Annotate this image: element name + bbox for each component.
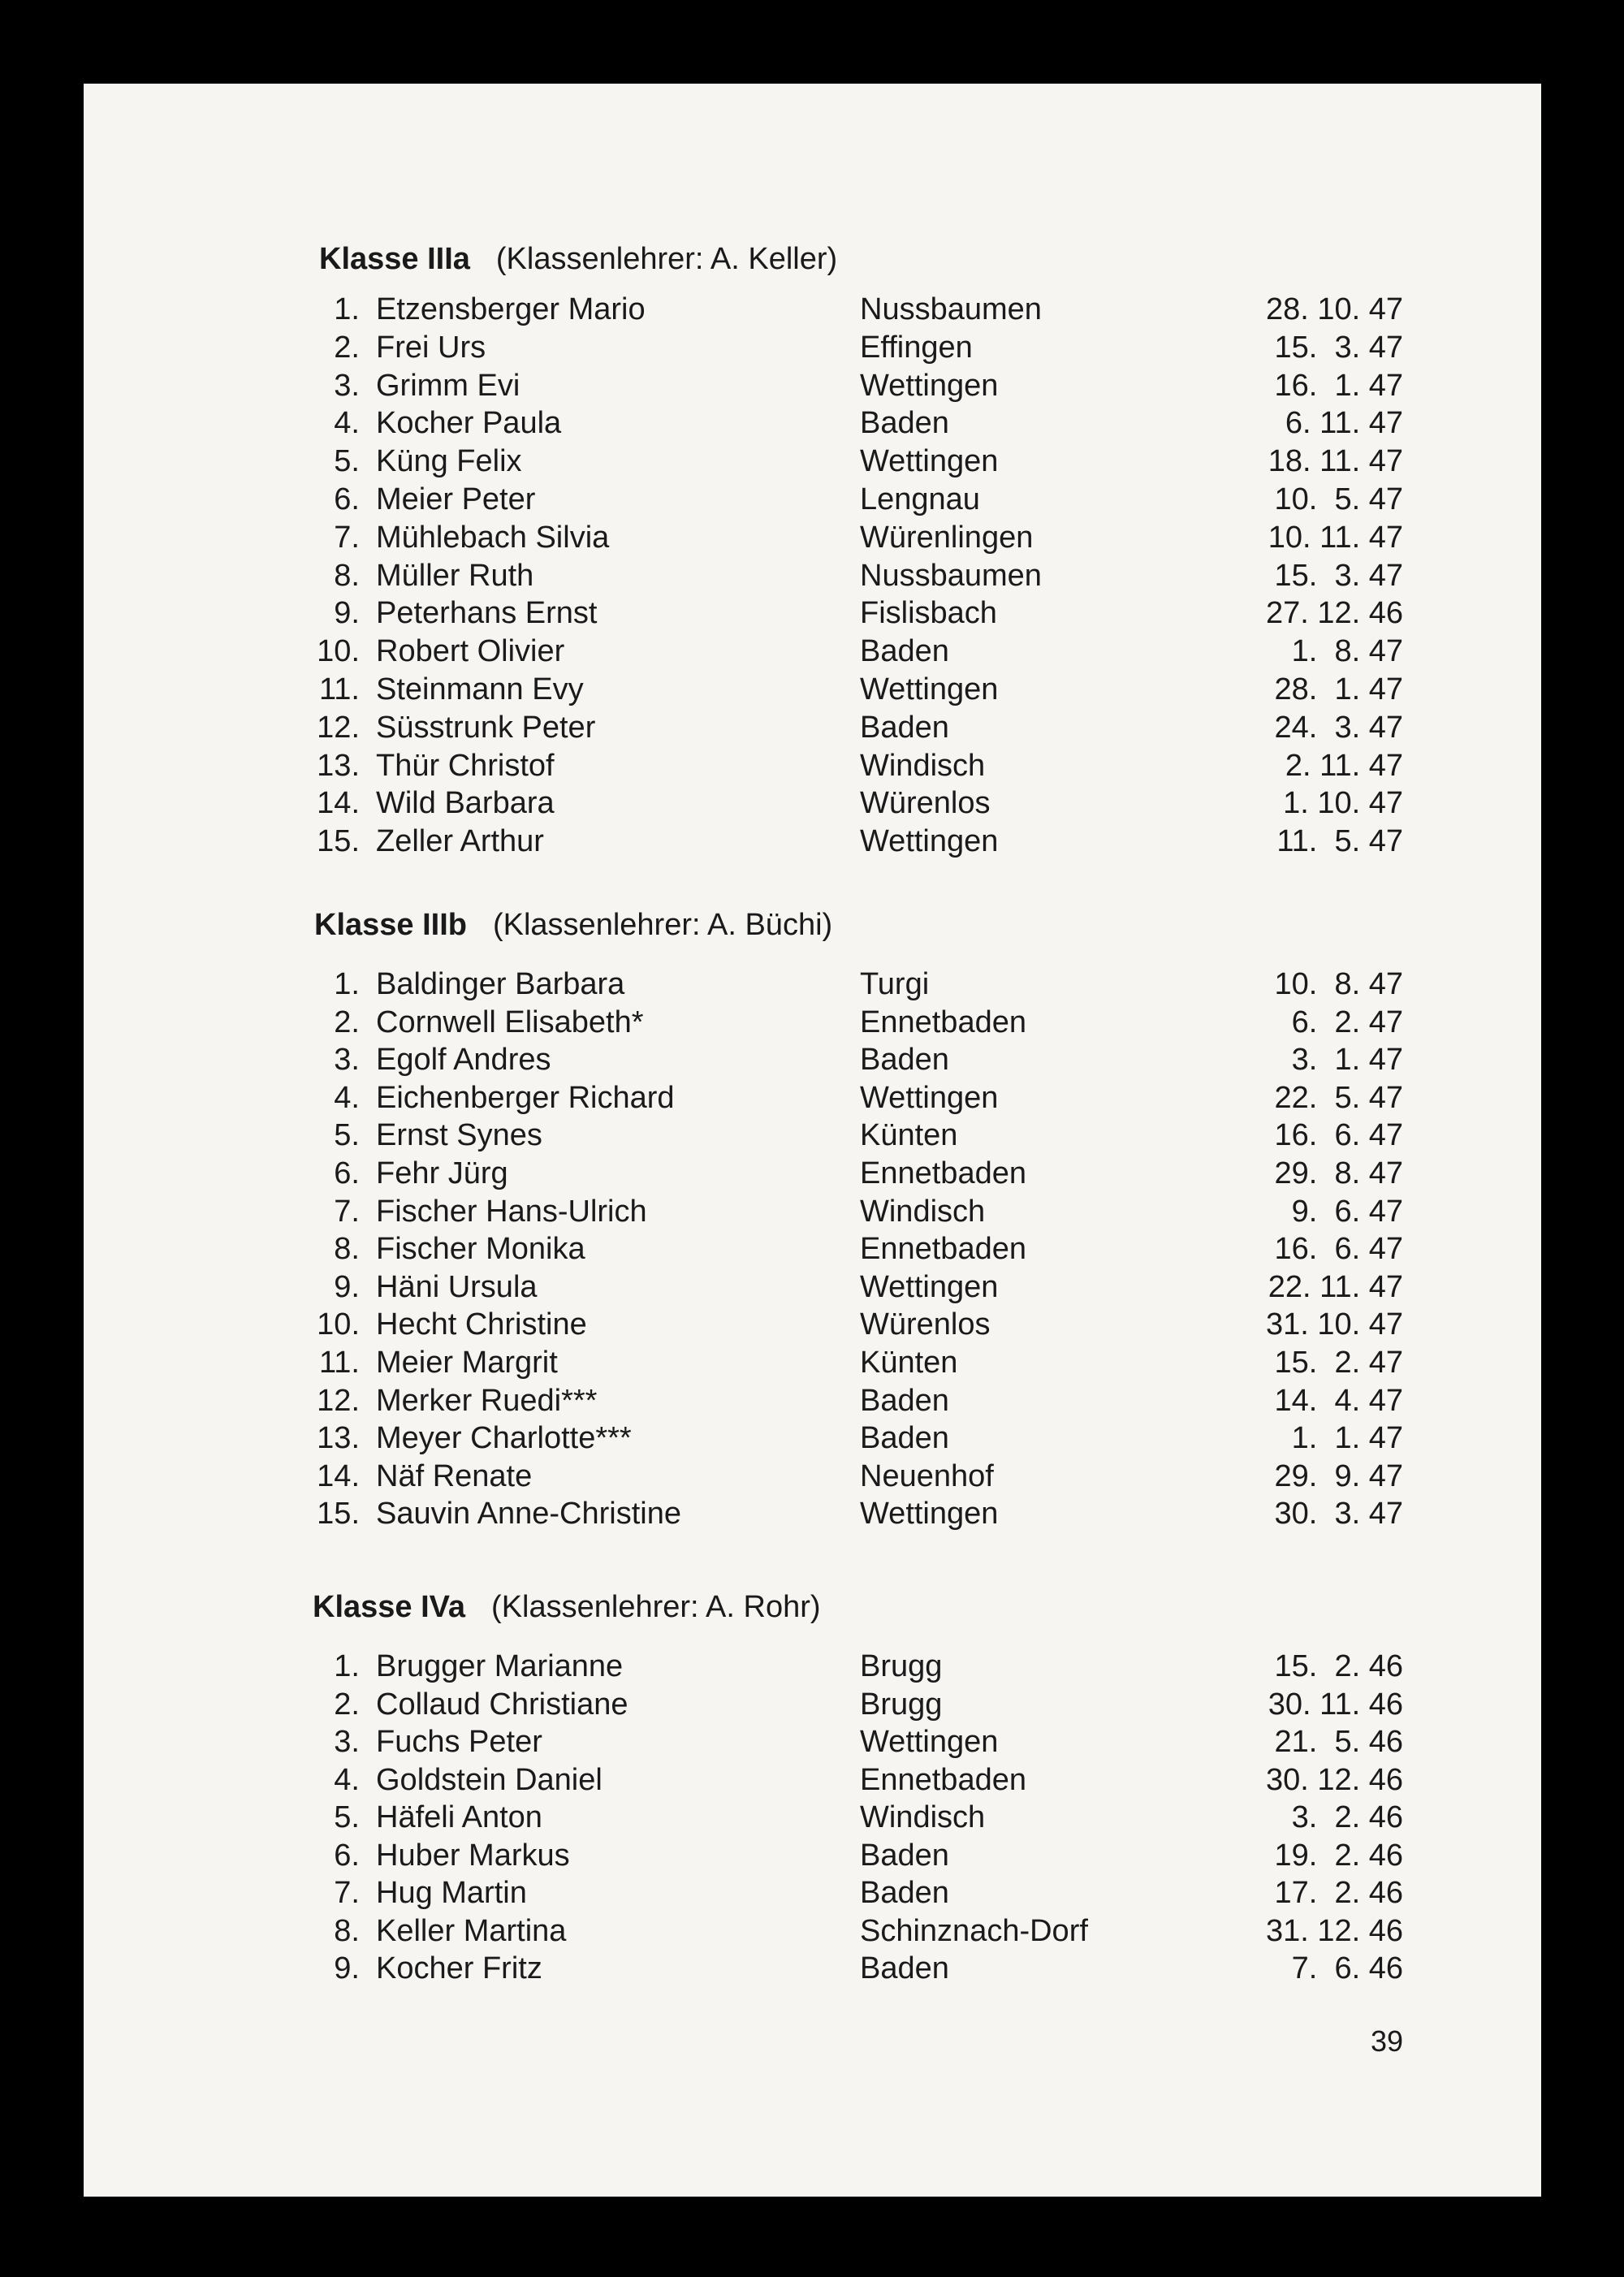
student-birthdate: 15. 2. 46	[1274, 1649, 1403, 1683]
student-place: Baden	[860, 1421, 949, 1456]
student-number: 13.	[317, 1421, 360, 1456]
student-number: 3.	[334, 1725, 360, 1759]
student-number: 11.	[318, 1346, 360, 1380]
student-number: 7.	[334, 1194, 360, 1229]
student-row	[84, 481, 1541, 518]
student-row	[84, 1648, 1541, 1685]
student-row	[84, 1268, 1541, 1306]
student-name: Meier Margrit	[376, 1346, 558, 1380]
student-name: Keller Martina	[376, 1913, 567, 1948]
student-row	[84, 1761, 1541, 1799]
student-birthdate: 10. 5. 47	[1274, 482, 1403, 516]
student-birthdate: 15. 3. 47	[1274, 330, 1403, 365]
student-birthdate: 30. 12. 46	[1265, 1762, 1403, 1797]
student-place: Baden	[860, 406, 949, 441]
student-place: Baden	[860, 1876, 949, 1910]
student-row	[84, 1230, 1541, 1268]
section-heading	[314, 906, 832, 944]
student-row	[84, 519, 1541, 556]
student-place: Wettingen	[860, 1080, 999, 1115]
student-number: 6.	[334, 482, 360, 516]
student-row	[84, 966, 1541, 1003]
student-name: Kocher Fritz	[376, 1951, 542, 1985]
student-row	[84, 823, 1541, 860]
student-name: Wild Barbara	[376, 786, 555, 821]
student-birthdate: 24. 3. 47	[1274, 710, 1403, 745]
student-place: Würenlos	[860, 1307, 991, 1342]
student-name: Brugger Marianne	[376, 1649, 624, 1683]
student-number: 1.	[334, 967, 360, 1001]
student-number: 15.	[317, 824, 360, 859]
student-row	[84, 1912, 1541, 1950]
student-row	[84, 671, 1541, 708]
student-birthdate: 6. 2. 47	[1291, 1005, 1403, 1039]
student-number: 9.	[334, 1269, 360, 1304]
student-birthdate: 1. 10. 47	[1283, 786, 1403, 821]
student-birthdate: 29. 9. 47	[1274, 1458, 1403, 1493]
student-name: Kocher Paula	[376, 406, 562, 441]
student-place: Würenlingen	[860, 520, 1034, 555]
student-birthdate: 18. 11. 47	[1268, 444, 1403, 479]
student-name: Robert Olivier	[376, 634, 565, 669]
student-number: 13.	[317, 748, 360, 783]
student-row	[84, 291, 1541, 328]
student-row	[84, 1799, 1541, 1836]
student-number: 3.	[334, 368, 360, 403]
student-row	[84, 443, 1541, 480]
student-row	[84, 1723, 1541, 1761]
student-name: Etzensberger Mario	[376, 292, 646, 326]
student-name: Hecht Christine	[376, 1307, 587, 1342]
student-birthdate: 29. 8. 47	[1274, 1156, 1403, 1190]
student-place: Künten	[860, 1118, 958, 1153]
student-name: Häni Ursula	[376, 1269, 538, 1304]
student-number: 14.	[317, 1458, 360, 1493]
student-place: Brugg	[860, 1649, 943, 1683]
class-label: Klasse IIIb	[314, 908, 467, 942]
class-label: Klasse IIIa	[319, 242, 470, 276]
student-row	[84, 594, 1541, 632]
student-place: Ennetbaden	[860, 1762, 1026, 1797]
student-row	[84, 1344, 1541, 1381]
student-place: Nussbaumen	[860, 292, 1042, 326]
student-row	[84, 1079, 1541, 1117]
student-number: 14.	[317, 786, 360, 821]
student-name: Fischer Hans-Ulrich	[376, 1194, 647, 1229]
student-name: Grimm Evi	[376, 368, 520, 403]
student-place: Wettingen	[860, 1725, 999, 1759]
student-row	[84, 1041, 1541, 1078]
student-birthdate: 30. 11. 46	[1268, 1687, 1403, 1722]
student-place: Wettingen	[860, 824, 999, 859]
student-number: 5.	[334, 444, 360, 479]
student-row	[84, 404, 1541, 442]
student-number: 2.	[334, 1687, 360, 1722]
teacher-label: (Klassenlehrer: A. Büchi)	[492, 908, 833, 942]
student-row	[84, 1419, 1541, 1457]
student-number: 1.	[334, 292, 360, 326]
student-row	[84, 709, 1541, 746]
student-birthdate: 21. 5. 46	[1274, 1725, 1403, 1759]
student-birthdate: 27. 12. 46	[1265, 596, 1403, 631]
student-place: Lengnau	[860, 482, 980, 516]
page-number: 39	[1370, 2024, 1403, 2058]
class-label: Klasse IVa	[313, 1590, 466, 1624]
student-name: Egolf Andres	[376, 1043, 551, 1078]
student-number: 15.	[317, 1497, 360, 1532]
student-place: Fislisbach	[860, 596, 997, 631]
student-name: Zeller Arthur	[376, 824, 544, 859]
student-row	[84, 1837, 1541, 1874]
student-number: 11.	[318, 672, 360, 706]
student-number: 8.	[334, 558, 360, 593]
student-name: Goldstein Daniel	[376, 1762, 603, 1797]
student-name: Näf Renate	[376, 1458, 533, 1493]
student-name: Süsstrunk Peter	[376, 710, 596, 745]
student-number: 3.	[334, 1043, 360, 1078]
student-birthdate: 11. 5. 47	[1276, 824, 1403, 859]
student-place: Turgi	[860, 967, 930, 1001]
student-name: Mühlebach Silvia	[376, 520, 610, 555]
student-birthdate: 9. 6. 47	[1291, 1194, 1403, 1229]
student-number: 12.	[317, 1383, 360, 1418]
student-number: 4.	[334, 406, 360, 441]
student-name: Sauvin Anne-Christine	[376, 1497, 681, 1532]
student-name: Huber Markus	[376, 1838, 570, 1873]
student-name: Häfeli Anton	[376, 1800, 542, 1834]
student-number: 5.	[334, 1800, 360, 1834]
student-row	[84, 367, 1541, 404]
student-row	[84, 1306, 1541, 1343]
student-birthdate: 16. 1. 47	[1274, 368, 1403, 403]
student-birthdate: 28. 1. 47	[1274, 672, 1403, 706]
student-row	[84, 747, 1541, 784]
student-name: Hug Martin	[376, 1876, 527, 1910]
student-name: Ernst Synes	[376, 1118, 542, 1153]
student-birthdate: 15. 2. 47	[1274, 1346, 1403, 1380]
student-name: Thür Christof	[376, 748, 555, 783]
student-name: Fehr Jürg	[376, 1156, 508, 1190]
student-number: 10.	[317, 1307, 360, 1342]
student-row	[84, 1458, 1541, 1495]
student-number: 4.	[334, 1080, 360, 1115]
student-number: 6.	[334, 1838, 360, 1873]
student-number: 10.	[317, 634, 360, 669]
student-name: Meier Peter	[376, 482, 536, 516]
student-number: 8.	[334, 1232, 360, 1267]
student-row	[84, 633, 1541, 670]
student-place: Brugg	[860, 1687, 943, 1722]
student-birthdate: 31. 10. 47	[1265, 1307, 1403, 1342]
student-number: 9.	[334, 596, 360, 631]
student-row	[84, 1950, 1541, 1987]
student-place: Windisch	[860, 1800, 986, 1834]
student-row	[84, 557, 1541, 594]
student-number: 4.	[334, 1762, 360, 1797]
student-birthdate: 6. 11. 47	[1285, 406, 1403, 441]
student-name: Frei Urs	[376, 330, 486, 365]
student-place: Windisch	[860, 748, 986, 783]
student-row	[84, 1004, 1541, 1041]
student-birthdate: 30. 3. 47	[1274, 1497, 1403, 1532]
student-place: Künten	[860, 1346, 958, 1380]
student-birthdate: 16. 6. 47	[1274, 1232, 1403, 1267]
teacher-label: (Klassenlehrer: A. Rohr)	[491, 1590, 821, 1624]
student-row	[84, 1193, 1541, 1230]
student-place: Baden	[860, 1838, 949, 1873]
student-number: 8.	[334, 1913, 360, 1948]
student-birthdate: 14. 4. 47	[1274, 1383, 1403, 1418]
student-place: Baden	[860, 1951, 949, 1985]
student-place: Ennetbaden	[860, 1156, 1026, 1190]
student-place: Ennetbaden	[860, 1232, 1026, 1267]
student-birthdate: 22. 11. 47	[1268, 1269, 1403, 1304]
student-place: Windisch	[860, 1194, 986, 1229]
student-birthdate: 31. 12. 46	[1265, 1913, 1403, 1948]
student-number: 1.	[334, 1649, 360, 1683]
student-place: Baden	[860, 1383, 949, 1418]
section-heading	[319, 240, 837, 278]
student-birthdate: 2. 11. 47	[1285, 748, 1403, 783]
student-name: Merker Ruedi***	[376, 1383, 598, 1418]
student-place: Baden	[860, 1043, 949, 1078]
teacher-label: (Klassenlehrer: A. Keller)	[495, 242, 838, 276]
student-birthdate: 3. 1. 47	[1291, 1043, 1403, 1078]
student-birthdate: 3. 2. 46	[1291, 1800, 1403, 1834]
student-row	[84, 1117, 1541, 1154]
student-name: Fischer Monika	[376, 1232, 585, 1267]
student-place: Neuenhof	[860, 1458, 994, 1493]
student-place: Wettingen	[860, 1269, 999, 1304]
student-name: Meyer Charlotte***	[376, 1421, 632, 1456]
student-name: Eichenberger Richard	[376, 1080, 675, 1115]
student-birthdate: 15. 3. 47	[1274, 558, 1403, 593]
student-number: 5.	[334, 1118, 360, 1153]
student-place: Wettingen	[860, 368, 999, 403]
student-name: Collaud Christiane	[376, 1687, 628, 1722]
student-row	[84, 1495, 1541, 1532]
student-number: 7.	[334, 1876, 360, 1910]
student-row	[84, 329, 1541, 366]
student-place: Baden	[860, 710, 949, 745]
student-place: Wettingen	[860, 1497, 999, 1532]
student-name: Peterhans Ernst	[376, 596, 598, 631]
student-number: 2.	[334, 1005, 360, 1039]
student-birthdate: 7. 6. 46	[1291, 1951, 1403, 1985]
student-birthdate: 22. 5. 47	[1274, 1080, 1403, 1115]
student-number: 7.	[334, 520, 360, 555]
student-place: Baden	[860, 634, 949, 669]
student-row	[84, 1686, 1541, 1723]
student-place: Würenlos	[860, 786, 991, 821]
student-birthdate: 10. 8. 47	[1274, 967, 1403, 1001]
student-birthdate: 10. 11. 47	[1268, 520, 1403, 555]
student-place: Wettingen	[860, 672, 999, 706]
student-birthdate: 1. 8. 47	[1291, 634, 1403, 669]
student-place: Schinznach-Dorf	[860, 1913, 1088, 1948]
student-name: Küng Felix	[376, 444, 522, 479]
student-name: Müller Ruth	[376, 558, 534, 593]
student-name: Baldinger Barbara	[376, 967, 625, 1001]
student-row	[84, 1874, 1541, 1912]
student-birthdate: 19. 2. 46	[1274, 1838, 1403, 1873]
student-place: Ennetbaden	[860, 1005, 1026, 1039]
student-number: 2.	[334, 330, 360, 365]
student-birthdate: 16. 6. 47	[1274, 1118, 1403, 1153]
student-row	[84, 1382, 1541, 1419]
student-place: Wettingen	[860, 444, 999, 479]
student-place: Nussbaumen	[860, 558, 1042, 593]
student-birthdate: 1. 1. 47	[1291, 1421, 1403, 1456]
student-number: 6.	[334, 1156, 360, 1190]
student-row	[84, 1155, 1541, 1192]
student-number: 9.	[334, 1951, 360, 1985]
student-name: Steinmann Evy	[376, 672, 584, 706]
student-birthdate: 28. 10. 47	[1265, 292, 1403, 326]
student-birthdate: 17. 2. 46	[1274, 1876, 1403, 1910]
student-name: Cornwell Elisabeth*	[376, 1005, 644, 1039]
student-number: 12.	[317, 710, 360, 745]
student-name: Fuchs Peter	[376, 1725, 542, 1759]
student-place: Effingen	[860, 330, 973, 365]
student-row	[84, 784, 1541, 822]
document-page	[84, 84, 1541, 2197]
section-heading	[313, 1588, 821, 1626]
